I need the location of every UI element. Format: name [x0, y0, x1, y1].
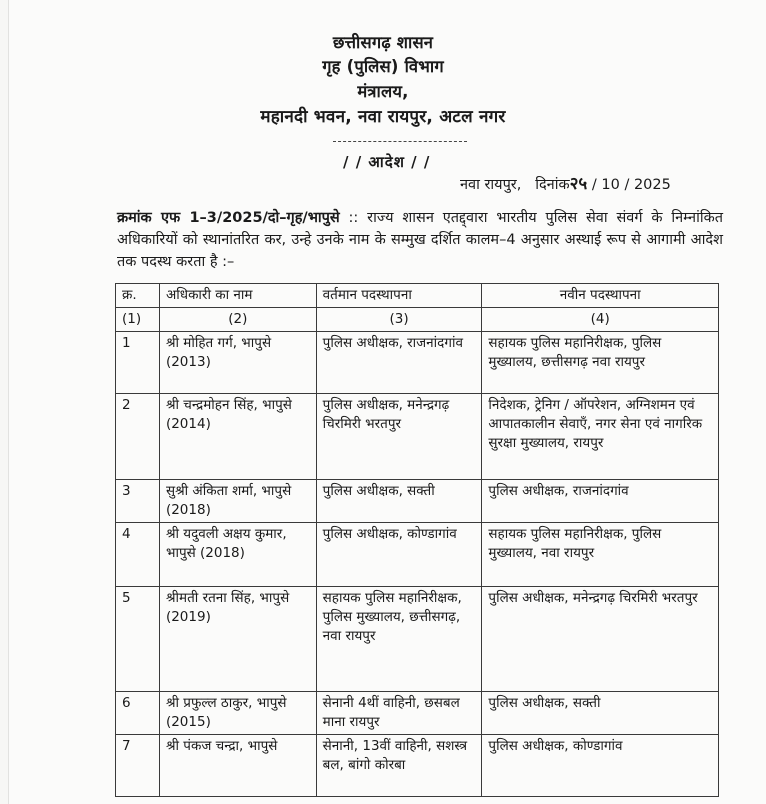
cell-current-posting: पुलिस अधीक्षक, मनेन्द्रगढ़ चिरमिरी भरतपुर [316, 394, 482, 480]
order-body: राज्य शासन एतद्द्वारा भारतीय पुलिस सेवा संवर्ग के निम्नांकित अधिकारियों को स्थानांतरित कर, उन्हे उनके नाम के सम्मुख दर्शित कालम–4 अनुसार अस्थाई रूप से आगामी आदेश तक पदस्थ करता है :– [117, 210, 723, 270]
cell-sno: 7 [116, 735, 160, 797]
cell-current-posting: पुलिस अधीक्षक, सक्ती [316, 480, 482, 523]
cell-new-posting: पुलिस अधीक्षक, सक्ती [482, 692, 719, 735]
cell-current-posting: सहायक पुलिस महानिरीक्षक, पुलिस मुख्यालय, छत्तीसगढ़, नवा रायपुर [316, 587, 482, 692]
table-header-row [116, 284, 719, 308]
cell-current-posting: सेनानी, 13वीं वाहिनी, सशस्त्र बल, बांगो कोरबा [316, 735, 482, 797]
table-row [116, 394, 719, 480]
department-name: गृह (पुलिस) विभाग [322, 57, 444, 76]
table-row [116, 332, 719, 394]
date-day: २५ [569, 174, 588, 194]
cell-sno: 6 [116, 692, 160, 735]
table-row [116, 523, 719, 587]
cell-new-posting: निदेशक, ट्रेनिग / ऑपरेशन, अग्निशमन एवं आपातकालीन सेवाएँ, नगर सेना एवं नागरिक सुरक्षा मुख्यालय, रायपुर [482, 394, 719, 480]
cell-name: श्री चन्द्रमोहन सिंह, भापुसे (2014) [159, 394, 316, 480]
col-number: (2) [159, 308, 316, 332]
col-number: (4) [482, 308, 719, 332]
table-row [116, 692, 719, 735]
cell-sno: 4 [116, 523, 160, 587]
col-header-name: अधिकारी का नाम [159, 284, 316, 308]
cell-sno: 3 [116, 480, 160, 523]
cell-name: सुश्री अंकिता शर्मा, भापुसे (2018) [159, 480, 316, 523]
cell-current-posting: पुलिस अधीक्षक, कोण्डागांव [316, 523, 482, 587]
cell-sno: 5 [116, 587, 160, 692]
col-number: (3) [316, 308, 482, 332]
order-paragraph [117, 207, 723, 273]
address-line: महानदी भवन, नवा रायपुर, अटल नगर [260, 107, 506, 127]
table-row [116, 735, 719, 797]
cell-current-posting: पुलिस अधीक्षक, राजनांदगांव [316, 332, 482, 394]
col-header-current-posting: वर्तमान पदस्थापना [316, 284, 482, 308]
table-row [116, 480, 719, 523]
place-date [460, 171, 671, 194]
order-separator: :: [339, 210, 368, 226]
col-header-new-posting: नवीन पदस्थापना [482, 284, 719, 308]
table-row [116, 587, 719, 692]
date-month-year: / 10 / 2025 [587, 177, 671, 193]
cell-sno: 1 [116, 332, 160, 394]
col-number: (1) [116, 308, 160, 332]
order-number: क्रमांक एफ 1–3/2025/दो–गृह/भापुसे [117, 210, 340, 226]
order-title: / / आदेश / / [343, 153, 431, 171]
cell-name: श्री प्रफुल्ल ठाकुर, भापुसे (2015) [159, 692, 316, 735]
govt-name: छत्तीसगढ़ शासन [332, 33, 434, 52]
column-number-row [116, 308, 719, 332]
cell-name: श्री मोहित गर्ग, भापुसे (2013) [159, 332, 316, 394]
ministry-label: मंत्रालय, [357, 82, 409, 101]
cell-sno: 2 [116, 394, 160, 480]
cell-name: श्री यदुवली अक्षय कुमार, भापुसे (2018) [159, 523, 316, 587]
col-header-sno: क्र. [116, 284, 160, 308]
transfer-table [115, 283, 719, 797]
cell-name: श्रीमती रतना सिंह, भापुसे (2019) [159, 587, 316, 692]
place: नवा रायपुर, [460, 177, 522, 193]
cell-new-posting: सहायक पुलिस महानिरीक्षक, पुलिस मुख्यालय, नवा रायपुर [482, 523, 719, 587]
header-divider [333, 141, 467, 142]
cell-current-posting: सेनानी 4थीं वाहिनी, छसबल माना रायपुर [316, 692, 482, 735]
cell-new-posting: पुलिस अधीक्षक, कोण्डागांव [482, 735, 719, 797]
cell-name: श्री पंकज चन्द्रा, भापुसे [159, 735, 316, 797]
date-label: दिनांक [535, 177, 570, 193]
cell-new-posting: पुलिस अधीक्षक, मनेन्द्रगढ़ चिरमिरी भरतपुर [482, 587, 719, 692]
cell-new-posting: पुलिस अधीक्षक, राजनांदगांव [482, 480, 719, 523]
cell-new-posting: सहायक पुलिस महानिरीक्षक, पुलिस मुख्यालय, छत्तीसगढ़ नवा रायपुर [482, 332, 719, 394]
